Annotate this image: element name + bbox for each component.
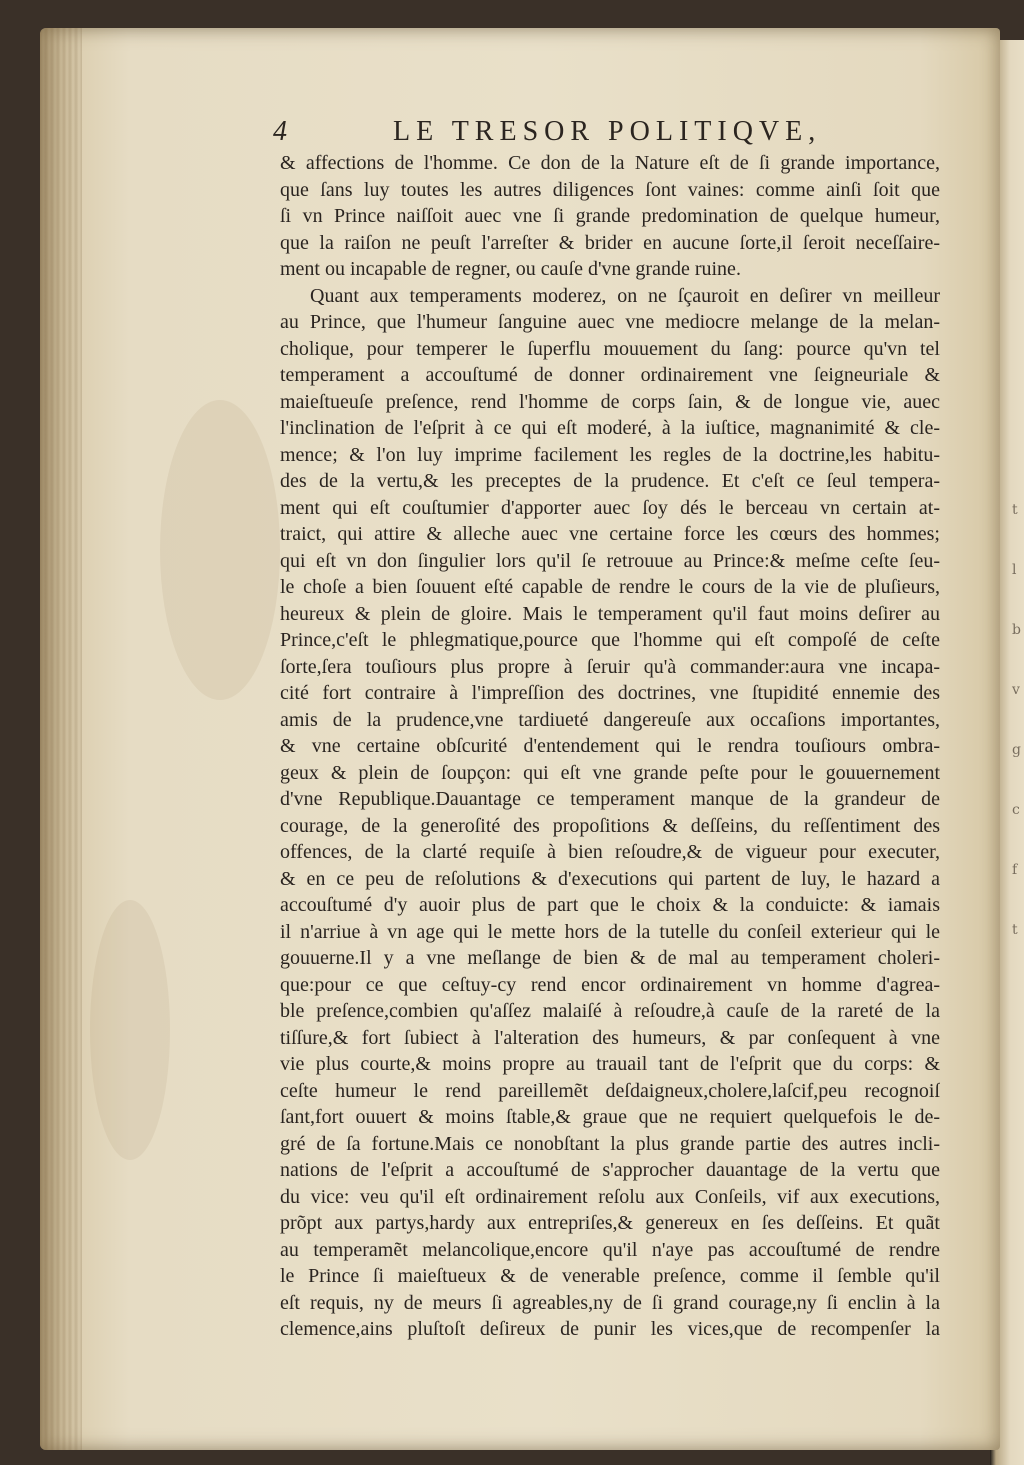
text-line: gouuerne.Il y a vne meſlange de bien & de mal au temperament choleri- — [280, 947, 940, 969]
text-line: d'vne Republique.Dauantage ce temperament manque de la grandeur de — [280, 788, 940, 810]
text-line: heureux & plein de gloire. Mais le temperament qu'il faut moins deſirer au — [280, 602, 940, 625]
text-line: temperament a accouſtumé de donner ordinairement vne ſeigneuriale & — [280, 364, 940, 386]
text-line: au temperamẽt melancolique,encore qu'il n'aye pas accouſtumé de rendre — [280, 1238, 940, 1261]
text-line: accouſtumé d'y auoir plus de part que le choix & la conduicte: & iamais — [280, 894, 940, 916]
paper-stain — [90, 900, 170, 1160]
text-line: il n'arriue à vn age qui le mette hors de la tutelle du conſeil exterieur qui le — [280, 920, 940, 943]
text-line: tiſſure,& fort ſubiect à l'alteration des humeurs, & par conſequent à vne — [280, 1026, 940, 1049]
text-line: le choſe a bien ſouuent eſté capable de rendre le cours de la vie de pluſieurs, — [280, 576, 940, 598]
text-line: qui eſt vn don ſingulier lors qu'il ſe retrouue au Prince:& meſme ceſte ſeu- — [280, 549, 940, 572]
text-line: amis de la prudence,vne tardiueté dangereuſe aux occaſions importantes, — [280, 708, 940, 731]
paper-stain — [160, 400, 280, 700]
text-line: du vice: veu qu'il eſt ordinairement reſolu aux Conſeils, vif aux executions, — [280, 1185, 940, 1208]
text-line: des de la vertu,& les preceptes de la prudence. Et c'eſt ce ſeul tempera- — [280, 470, 940, 492]
page-gutter-edge — [40, 28, 82, 1450]
text-line: que la raiſon ne peuſt l'arreſter & brider en aucune ſorte,il ſeroit neceſſaire- — [280, 231, 940, 254]
text-line: que ſans luy toutes les autres diligences ſont vaines: comme ainſi ſoit que — [280, 178, 940, 201]
text-line: eſt requis, ny de meurs ſi agreables,ny de ſi grand courage,ny ſi enclin à la — [280, 1291, 940, 1314]
text-line: mence; & l'on luy imprime facilement les regles de la doctrine,les habitu- — [280, 443, 940, 466]
text-line: ceſte humeur le rend pareillemẽt deſdaigneux,cholere,laſcif,peu recognoiſ — [280, 1079, 940, 1102]
text-line: nations de l'eſprit a accouſtumé de s'approcher dauantage de la vertu que — [280, 1159, 940, 1181]
text-line: ſorte,ſera touſiours plus propre à ſeruir qu'à commander:aura vne incapa- — [280, 655, 940, 678]
text-line: & affections de l'homme. Ce don de la Nature eſt de ſi grande importance, — [280, 152, 940, 174]
text-line: gré de ſa fortune.Mais ce nonobſtant la plus grande partie des autres incli- — [280, 1132, 940, 1155]
text-line: & en ce peu de reſolutions & d'executions qui partent de luy, le hazard a — [280, 867, 940, 890]
text-line: traict, qui attire & alleche auec vne certaine force les cœurs des hommes; — [280, 523, 940, 545]
text-line: prõpt aux partys,hardy aux entrepriſes,& genereux en ſes deſſeins. Et quãt — [280, 1212, 940, 1234]
running-title: LE TRESOR POLITIQVE, — [393, 116, 822, 147]
facing-page-fragments: t l b v g c f t — [1012, 502, 1021, 938]
text-line: au Prince, que l'humeur ſanguine auec vne mediocre melange de la melan- — [280, 311, 940, 333]
text-line: Quant aux temperaments moderez, on ne ſçauroit en deſirer vn meilleur — [310, 284, 940, 307]
text-line: geux & plein de ſoupçon: qui eſt vne grande peſte pour le gouuernement — [280, 761, 940, 784]
text-line: maieſtueuſe preſence, rend l'homme de corps ſain, & de longue vie, auec — [280, 390, 940, 413]
text-line: courage, de la generoſité des propoſitions & deſſeins, du reſſentiment des — [280, 814, 940, 837]
text-line: que:pour ce que ceſtuy-cy rend encor ordinairement vn homme d'agrea- — [280, 973, 940, 996]
page-number: 4 — [273, 116, 287, 147]
text-line: & vne certaine obſcurité d'entendement qui le rendra touſiours ombra- — [280, 735, 940, 757]
text-line: ſi vn Prince naiſſoit auec vne ſi grande predomination de quelque humeur, — [280, 205, 940, 227]
text-line: l'inclination de l'eſprit à ce qui eſt moderé, à la iuſtice, magnanimité & cle- — [280, 417, 940, 439]
text-line: le Prince ſi maieſtueux & de venerable preſence, comme il ſemble qu'il — [280, 1265, 940, 1287]
text-line: offences, de la clarté requiſe à bien reſoudre,& de vigueur pour executer, — [280, 841, 940, 863]
text-line: clemence,ains pluſtoſt deſireux de punir les vices,que de recompenſer la — [280, 1318, 940, 1340]
text-line: vie plus courte,& moins propre au trauail tant de l'eſprit que du corps: & — [280, 1053, 940, 1075]
text-line: ſant,fort ouuert & moins ſtable,& graue que ne requiert quelquefois le de- — [280, 1106, 940, 1128]
text-line: ble preſence,combien qu'aſſez malaiſé à reſoudre,à cauſe de la rareté de la — [280, 1000, 940, 1022]
body-text — [280, 150, 940, 1343]
text-line: cholique, pour temperer le ſuperflu mouuement du ſang: pource qu'vn tel — [280, 337, 940, 360]
text-line: ment qui eſt couſtumier d'apporter auec ſoy dés le berceau vn certain at- — [280, 496, 940, 519]
text-line: Prince,c'eſt le phlegmatique,pource que l'homme qui eſt compoſé de ceſte — [280, 629, 940, 651]
text-line: ment ou incapable de regner, ou cauſe d'vne grande ruine. — [280, 258, 741, 280]
text-line: cité fort contraire à l'impreſſion des doctrines, vne ſtupidité ennemie des — [280, 682, 940, 704]
